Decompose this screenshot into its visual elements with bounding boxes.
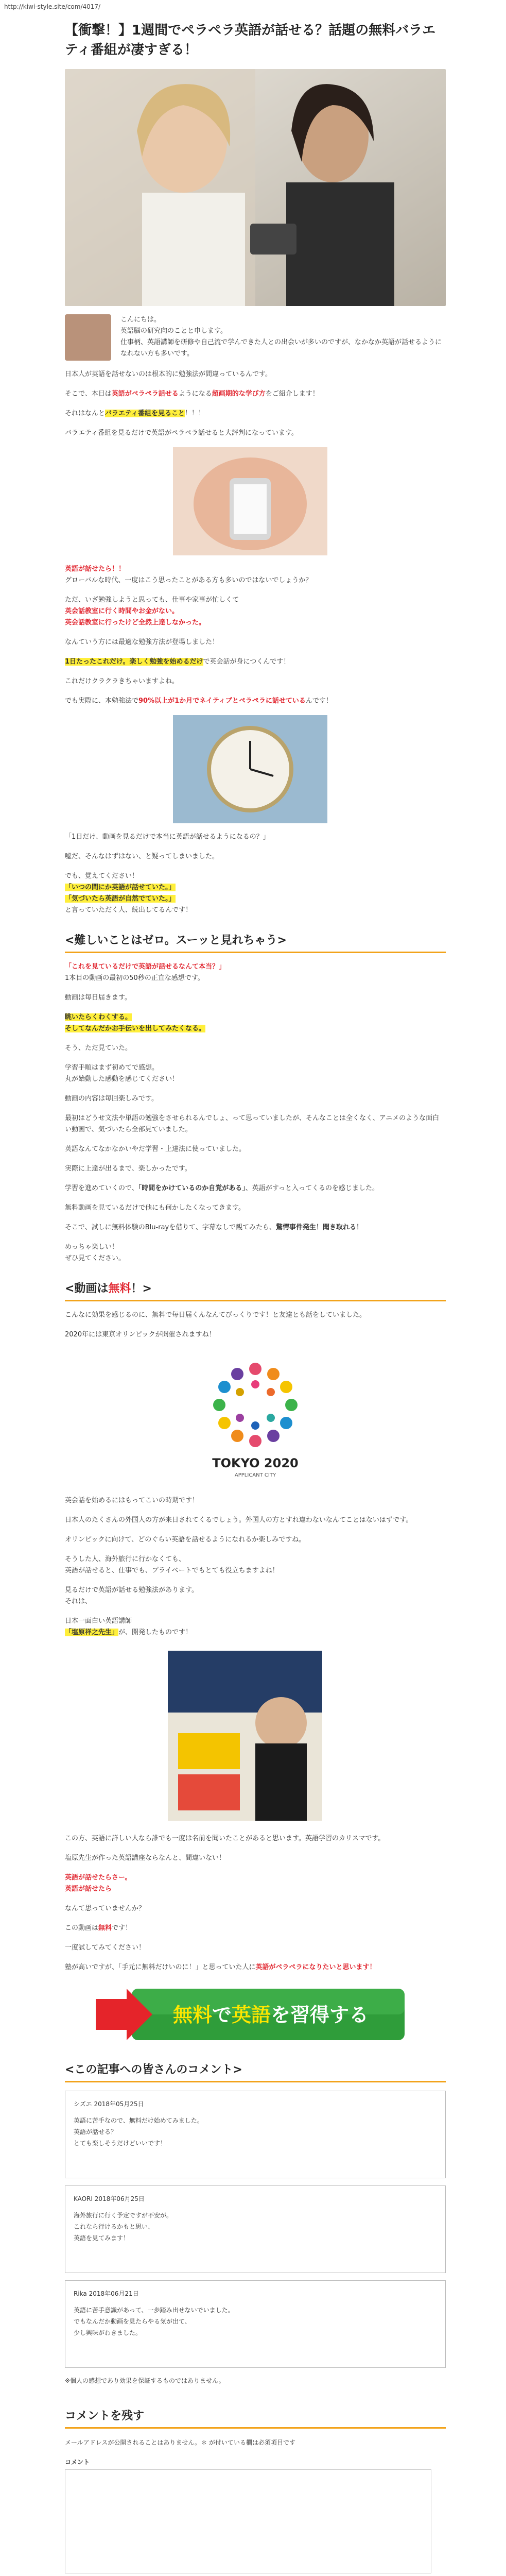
text: をご紹介します！ bbox=[265, 390, 319, 398]
text: 「手元に無料だけいのに！」と思っていた人に bbox=[118, 1963, 256, 1971]
book-cover-image bbox=[168, 1651, 322, 1821]
comment-line: 英語に苦手意識があって、一歩踏み出せないでいました。 bbox=[74, 2307, 234, 2314]
paragraph: 日本人が英語を話せないのは根本的に勉強法が間違っているんです。 bbox=[65, 370, 272, 378]
hero-image bbox=[65, 69, 446, 306]
paragraph: 「1日だけ、動画を見るだけで本当に英語が話せるようになるの？」 bbox=[65, 833, 270, 841]
comment-line: 英語を見てみます！ bbox=[74, 2234, 130, 2242]
bold-text: 「時間をかけているのか自覚がある」 bbox=[138, 1184, 246, 1192]
comment-author-date: Rika 2018年06月21日 bbox=[74, 2290, 139, 2297]
paragraph: オリンピックに向けて、どのぐらい英語を話せるようになれるか楽しみですね。 bbox=[65, 1536, 306, 1544]
paragraph: 実際に上達が出るまで、楽しかったです。 bbox=[65, 1165, 191, 1173]
comment-card bbox=[65, 2185, 446, 2273]
paragraph bbox=[65, 388, 446, 400]
page-title: 【衝撃！】1週間でペラペラ英語が話せる？話題の無料バラエティ番組が凄すぎる！ bbox=[65, 23, 436, 58]
paragraph: 嘘だ、そんなはずはない、と疑ってしまいました。 bbox=[65, 853, 219, 860]
comment-line: とても楽しそうだけどいいです！ bbox=[74, 2140, 167, 2147]
paragraph: 塩原先生が作った英語講座ならなんと、間違いない！ bbox=[65, 1854, 226, 1862]
paragraph: バラエティ番組を見るだけで英語がペラペラ話せると大評判になっています。 bbox=[65, 429, 298, 437]
comment-label: コメント bbox=[65, 2459, 90, 2466]
text: そこで、試しに無料体験のBlu-rayを借りて、字幕なしで観てみたら、 bbox=[65, 1224, 276, 1231]
paragraph: でも、覚えてください！ bbox=[65, 872, 139, 880]
paragraph bbox=[65, 1962, 446, 1973]
paragraph: 英会話を始めるにはもってこいの時期です！ bbox=[65, 1497, 199, 1504]
phone-image bbox=[173, 447, 327, 555]
paragraph: 丸が始動した感動を感じてください！ bbox=[65, 1075, 179, 1083]
paragraph: グローバルな時代、一度はこう思ったことがある方も多いのではないでしょうか？ bbox=[65, 577, 312, 584]
paragraph: ただ、いざ勉強しようと思っても、仕事や家事が忙しくて bbox=[65, 596, 239, 604]
red-text: 無料 bbox=[98, 1924, 112, 1932]
intro-line: 英語脳の研究向のことと申します。 bbox=[120, 327, 227, 335]
text: 学習を進めていくので、 bbox=[65, 1184, 138, 1192]
paragraph: 動画の内容は毎回楽しみです。 bbox=[65, 1095, 158, 1103]
url-text: http://kiwi-style.site/com/4017/ bbox=[4, 3, 101, 10]
text: ようになる bbox=[178, 390, 212, 398]
text: それはなんと bbox=[65, 410, 106, 417]
text: です！ bbox=[112, 1924, 132, 1932]
text: 、英語がすっと入ってくるのを感じました。 bbox=[245, 1184, 379, 1192]
cta-text: 無料 bbox=[173, 2004, 213, 2026]
paragraph: 日本一面白い英語講師 bbox=[65, 1617, 132, 1625]
paragraph: 2020年には東京オリンピックが開催されますね！ bbox=[65, 1331, 216, 1338]
comment-author-date: KAORI 2018年06月25日 bbox=[74, 2195, 145, 2202]
paragraph: と言っていただく人、続出してるんです！ bbox=[65, 906, 193, 914]
paragraph: 見るだけで英語が話せる勉強法があります。 bbox=[65, 1586, 198, 1594]
paragraph: ぜひ見てください。 bbox=[65, 1255, 126, 1262]
paragraph bbox=[65, 656, 446, 668]
red-text: 超画期的な学び方 bbox=[212, 390, 266, 398]
highlight-text: 眺いたらくわくする。 bbox=[65, 1013, 132, 1021]
comment-line: でもなんだか動画を見たらやる気が出て、 bbox=[74, 2318, 191, 2325]
paragraph: なんて思っていませんか？ bbox=[65, 1905, 146, 1912]
paragraph: 一度試してみてください！ bbox=[65, 1944, 146, 1952]
paragraph: めっちゃ楽しい！ bbox=[65, 1243, 118, 1251]
paragraph: そう、ただ見ていた。 bbox=[65, 1044, 132, 1052]
cta-text: で bbox=[212, 2004, 232, 2026]
red-text: 「これを見ているだけで英語が話せるなんて本当？」 bbox=[65, 963, 226, 971]
comment-textarea[interactable] bbox=[65, 2469, 431, 2573]
paragraph: 1本目の動画の最初の50秒の正直な感想です。 bbox=[65, 974, 204, 982]
article bbox=[65, 21, 446, 2576]
flower-emblem-icon bbox=[188, 1356, 322, 1454]
highlight-text: 「塩原祥之先生」 bbox=[65, 1629, 119, 1636]
red-text: 無料 bbox=[108, 1282, 131, 1295]
comment-line: これなら行けるかもと思い、 bbox=[74, 2223, 154, 2230]
intro-line: こんにちは。 bbox=[120, 316, 161, 324]
text: で英会話が身につくんです！ bbox=[203, 658, 290, 666]
highlight-text: 1日たったこれだけ。楽しく勉強を始めるだけ bbox=[65, 658, 203, 666]
paragraph: 最初はどうせ文法や単語の勉強をさせられるんでしょ、って思っていましたが、そんなことは全くなく、アニメのような面白い動画で、気づいたら全部見ていました。 bbox=[65, 1114, 440, 1133]
paragraph bbox=[65, 696, 446, 707]
text: んです！ bbox=[305, 697, 333, 705]
red-text: 英語が話せたら bbox=[65, 1885, 112, 1893]
paragraph bbox=[65, 408, 446, 419]
comment-card bbox=[65, 2280, 446, 2368]
red-text: 英語がペラペラ話せる bbox=[111, 390, 179, 398]
author-avatar bbox=[65, 314, 111, 361]
comment-form-notice: メールアドレスが公開されることはありません。＊ が付いている欄は必須項目です bbox=[65, 2439, 295, 2446]
text: ！> bbox=[131, 1282, 152, 1295]
paragraph: これだけクラクラきちゃいますよね。 bbox=[65, 677, 179, 685]
paragraph bbox=[65, 1183, 446, 1194]
text: でも実際に、本勉強法で bbox=[65, 697, 139, 705]
red-text: 英語がペラペラになりたいと思います！ bbox=[255, 1963, 376, 1971]
disclaimer-note: ※個人の感想であり効果を保証するものではありません。 bbox=[65, 2377, 225, 2384]
olympic-subtext: APPLICANT CITY bbox=[234, 1472, 276, 1478]
text: が、開発したものです！ bbox=[118, 1629, 193, 1636]
paragraph: 英語が話せると、仕事でも、プライベートでもとても役立ちますよね！ bbox=[65, 1567, 279, 1574]
text: ！！！ bbox=[184, 410, 205, 417]
red-text: 英会話教室に行ったけど全然上達しなかった。 bbox=[65, 619, 206, 626]
cta-text: を習得する bbox=[271, 2004, 369, 2026]
section-heading bbox=[65, 1280, 446, 1301]
olympic-logo bbox=[188, 1356, 322, 1480]
paragraph: 英語なんてなかなかいやだ学習・上達法に使っていました。 bbox=[65, 1145, 246, 1153]
highlight-text: 「いつの間にか英語が話せていた。」 bbox=[65, 884, 176, 891]
olympic-text: TOKYO 2020 bbox=[212, 1456, 299, 1470]
clock-image bbox=[173, 715, 327, 823]
comment-line: 英語に苦手なので、無料だけ始めてみました。 bbox=[74, 2117, 203, 2124]
text: そこで、本日は bbox=[65, 390, 112, 398]
paragraph: 日本人のたくさんの外国人の方が来日されてくるでしょう。外国人の方とすれ違わないなんてことはないはずです。 bbox=[65, 1516, 413, 1524]
free-learn-cta-button[interactable] bbox=[96, 1978, 415, 2045]
red-heading: 英語が話せたら！！ bbox=[65, 565, 126, 573]
bold-text: 聞き取れる！ bbox=[322, 1224, 363, 1231]
highlight-text: そしてなんだかお手伝いを出してみたくなる。 bbox=[65, 1025, 206, 1032]
paragraph: こんなに効果を感じるのに、無料で毎日届くんなんてびっくりです！と友達とも話をしていました。 bbox=[65, 1311, 367, 1319]
paragraph: この方、英語に詳しい人なら誰でも一度は名前を聞いたことがあると思います。英語学習のカリスマです。 bbox=[65, 1835, 385, 1842]
paragraph: そうした人、海外旅行に行かなくても、 bbox=[65, 1555, 186, 1563]
red-text: 90%以上が1か月でネイティブとペラペラに話せている bbox=[138, 697, 306, 705]
text: この動画は bbox=[65, 1924, 99, 1932]
highlight-text: 「気づいたら英語が自然でていた。」 bbox=[65, 895, 176, 903]
cta-text: 英語 bbox=[232, 2004, 271, 2026]
section-heading: <難しいことはゼロ。スーッと見れちゃう> bbox=[65, 931, 446, 953]
intro-line: 仕事柄、英語講師を研修や自己流で学んできた人との出会いが多いのですが、なかなか英語が話せるようになれない方も多いです。 bbox=[120, 338, 442, 358]
text: <動画は bbox=[65, 1282, 109, 1295]
comment-card bbox=[65, 2091, 446, 2178]
paragraph: なんていう方には最適な勉強方法が登場しました！ bbox=[65, 638, 219, 646]
paragraph: 動画は毎日届きます。 bbox=[65, 994, 131, 1002]
comment-line: 英語が話せる？ bbox=[74, 2128, 117, 2136]
comment-author-date: シズエ 2018年05月25日 bbox=[74, 2100, 144, 2108]
highlight-text: バラエティ番組を見ること bbox=[105, 410, 185, 417]
paragraph: 無料動画を見ているだけで他にも何かしたくなってきます。 bbox=[65, 1204, 245, 1212]
red-text: 英会話教室に行く時間やお金がない。 bbox=[65, 607, 179, 615]
comment-line: 海外旅行に行く予定ですが不安が。 bbox=[74, 2212, 173, 2219]
bold-text: 驚愕事件発生！ bbox=[275, 1224, 323, 1231]
paragraph bbox=[65, 1222, 446, 1233]
paragraph bbox=[65, 1923, 446, 1934]
paragraph: 学習手順はまず初めてで感想。 bbox=[65, 1064, 159, 1072]
text: 塾が高いですが、 bbox=[65, 1963, 119, 1971]
paragraph: それは、 bbox=[65, 1598, 92, 1605]
section-heading: <この記事への皆さんのコメント> bbox=[65, 2061, 446, 2082]
red-text: 英語が話せたらさー。 bbox=[65, 1874, 132, 1882]
comment-line: 少し興味がわきました。 bbox=[74, 2329, 142, 2336]
comment-form-heading: コメントを残す bbox=[65, 2407, 446, 2429]
